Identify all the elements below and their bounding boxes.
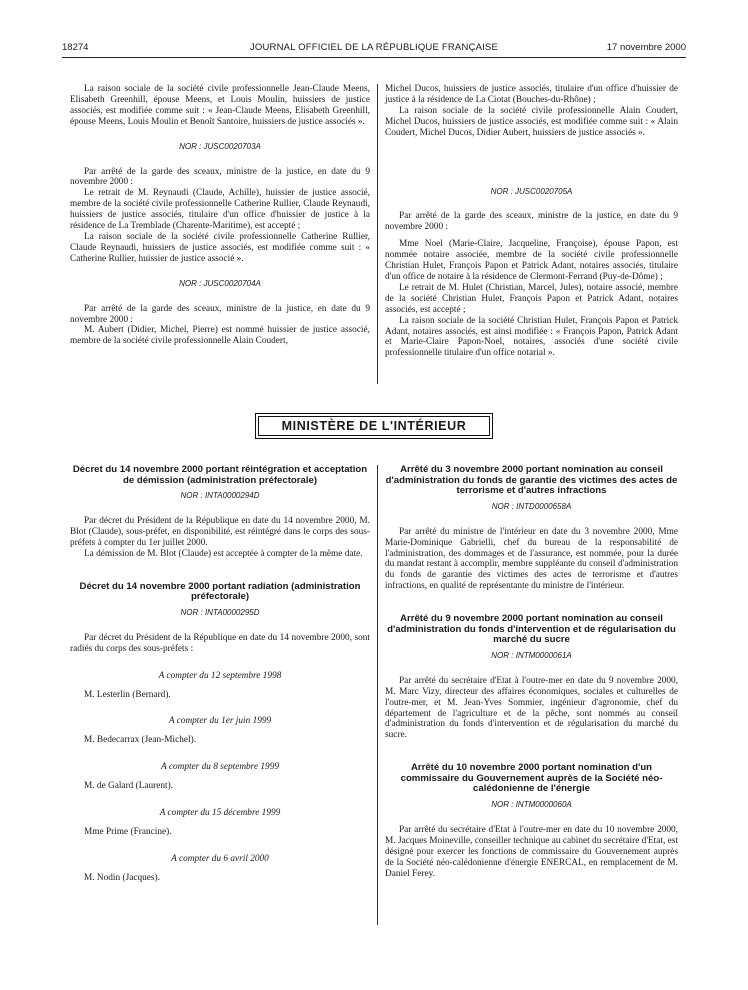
paragraph: Par arrêté du ministre de l'intérieur en date du 3 novembre 2000, Mme Marie-Dominique Gabrielli, chef du bureau de la responsabilité de l'administration, des dommages et de l'assurance, est nommée, pour la durée du mandat restant à accomplir, membre suppléante du conseil d'administration du fonds de garantie des victimes des actes de terrorisme et d'autres infractions, en qualité de représentante du ministre de l'intérieur. xyxy=(385,526,678,592)
page-number: 18274 xyxy=(62,42,89,53)
paragraph: La raison sociale de la société civile professionnelle Catherine Rullier, Claude Reynaudi, huissiers de justice associés, est modifiée comme suit : « Catherine Rullier, huissier de justice associé ». xyxy=(70,231,370,264)
journal-title: JOURNAL OFFICIEL DE LA RÉPUBLIQUE FRANÇAISE xyxy=(249,42,499,53)
paragraph: Mme Noel (Marie-Claire, Jacqueline, Françoise), épouse Papon, est nommée notaire associée, membre de la société civile professionnelle Christian Hulet, François Papon et Patrick Adant, notaires associés, titulaire d'un office de notaire à la résidence de Clermont-Ferrand (Puy-de-Dôme) ; xyxy=(385,239,678,282)
effective-date: A compter du 12 septembre 1998 xyxy=(158,670,282,681)
struck-off-name: M. Bedecarrax (Jean-Michel). xyxy=(84,735,197,746)
bottom-left-column xyxy=(70,465,370,884)
ministry-heading-box xyxy=(255,413,493,439)
nor-reference: NOR : INTM0000061A xyxy=(491,650,572,660)
effective-date: A compter du 8 septembre 1999 xyxy=(161,762,279,773)
effective-date: A compter du 1er juin 1999 xyxy=(168,716,272,727)
paragraph: Par arrêté de la garde des sceaux, ministre de la justice, en date du 9 novembre 2000 : xyxy=(70,303,370,325)
struck-off-name: M. Lesterlin (Bernard). xyxy=(84,689,171,700)
nor-reference: NOR : INTD0000658A xyxy=(491,501,572,511)
nor-reference: NOR : INTM0000060A xyxy=(491,800,572,810)
paragraph: La raison sociale de la société civile professionnelle Alain Coudert, Michel Ducos, huissiers de justice associés, est modifiée comme suit : « Alain Coudert, Michel Ducos, Didier Aubert, huissiers de justice associés ». xyxy=(385,105,678,138)
nor-reference: NOR : JUSC0020703A xyxy=(179,141,261,151)
ministry-heading: MINISTÈRE DE L'INTÉRIEUR xyxy=(258,416,490,436)
struck-off-name: Mme Prime (Francine). xyxy=(84,826,172,837)
paragraph: Par arrêté de la garde des sceaux, ministre de la justice, en date du 9 novembre 2000 : xyxy=(385,211,678,233)
section-title: Décret du 14 novembre 2000 portant radiation (administration préfectorale) xyxy=(79,580,361,603)
section-title: Arrêté du 9 novembre 2000 portant nomination au conseil d'administration du fonds d'intervention et de régularisation du marché du sucre xyxy=(387,613,676,646)
paragraph: Par arrêté du secrétaire d'Etat à l'outre-mer en date du 9 novembre 2000, M. Marc Vizy, directeur des affaires économiques, sociales et culturelles de l'outre-mer, et M. Jean-Yves Sommier, ingénieur d'agronomie, chef du département de l'agriculture et de la pêche, sont nommés au conseil d'administration du fonds d'intervention et de régularisation du marché du sucre. xyxy=(385,675,678,741)
publication-date: 17 novembre 2000 xyxy=(606,42,686,53)
top-right-column xyxy=(385,84,678,359)
column-divider-top xyxy=(377,84,378,384)
paragraph: Le retrait de M. Hulet (Christian, Marcel, Jules), notaire associé, membre de la société Christian Hulet, François Papon et Patrick Adant, notaires associés, est accepté ; xyxy=(385,282,678,315)
paragraph: M. Aubert (Didier, Michel, Pierre) est nommé huissier de justice associé, membre de la société civile professionnelle Alain Coudert, xyxy=(70,325,370,347)
struck-off-name: M. Nodin (Jacques). xyxy=(84,872,160,883)
nor-reference: NOR : JUSC0020705A xyxy=(490,186,573,196)
bottom-right-column xyxy=(385,465,678,879)
paragraph: Le retrait de M. Reynaudi (Claude, Achille), huissier de justice associé, membre de la société civile professionnelle Catherine Rullier, Claude Reynaudi, huissiers de justice associés, titulaire d'un office d'huissier de justice à la résidence de La Tremblade (Charente-Maritime), est accepté ; xyxy=(70,188,370,232)
page-header xyxy=(62,42,686,58)
nor-reference: NOR : JUSC0020704A xyxy=(179,278,261,288)
section-title: Arrêté du 10 novembre 2000 portant nomination d'un commissaire du Gouvernement auprès de la Société néo-calédonienne de l'énergie xyxy=(400,762,663,795)
paragraph: La démission de M. Blot (Claude) est acceptée à compter de la même date. xyxy=(84,548,363,559)
column-divider-bottom xyxy=(377,465,378,925)
paragraph: Par arrêté du secrétaire d'Etat à l'outre-mer en date du 10 novembre 2000, M. Jacques Moineville, conseiller technique au cabinet du secrétaire d'Etat, est désigné pour exercer les fonctions de commissaire du Gouvernement auprès de la Société néo-calédonienne d'énergie ENERCAL, en remplacement de M. Daniel Ferey. xyxy=(385,824,678,879)
struck-off-name: M. de Galard (Laurent). xyxy=(84,781,174,792)
effective-date: A compter du 15 décembre 1999 xyxy=(159,808,281,819)
nor-reference: NOR : INTA0000295D xyxy=(180,607,260,617)
paragraph: Par décret du Président de la République en date du 14 novembre 2000, sont radiés du corps des sous-préfets : xyxy=(70,632,370,654)
nor-reference: NOR : INTA0000294D xyxy=(180,491,260,501)
section-title: Décret du 14 novembre 2000 portant réintégration et acceptation de démission (administration préfectorale) xyxy=(72,464,368,486)
section-title: Arrêté du 3 novembre 2000 portant nomination au conseil d'administration du fonds de garantie des victimes des actes de terrorisme et d'autres infractions xyxy=(385,464,678,497)
paragraph: Par décret du Président de la République en date du 14 novembre 2000, M. Blot (Claude), sous-préfet, en disponibilité, est réintégré dans le corps des sous-préfets à compter du 1er juillet 2000. xyxy=(70,516,370,548)
paragraph-continued: Michel Ducos, huissiers de justice associés, titulaire d'un office d'huissier de justice à la résidence de La Ciotat (Bouches-du-Rhône) ; xyxy=(385,84,678,105)
paragraph: Par arrêté de la garde des sceaux, ministre de la justice, en date du 9 novembre 2000 : xyxy=(70,166,370,188)
paragraph: La raison sociale de la société Christian Hulet, François Papon et Patrick Adant, notaires associés, est ainsi modifiée : « François Papon, Patrick Adant et Marie-Claire Papon-Noel, notaires, associés d'une société civile professionnelle titulaire d'un office notarial ». xyxy=(385,315,678,359)
effective-date: A compter du 6 avril 2000 xyxy=(171,853,269,864)
top-left-column xyxy=(70,84,370,347)
paragraph: La raison sociale de la société civile professionnelle Jean-Claude Meens, Elisabeth Greenhill, épouse Meens, et Louis Moulin, huissiers de justice associés, est modifiée comme suit : « Jean-Claude Meens, Elisabeth Greenhill, épouse Meens, Louis Moulin et Benoît Santoire, huissiers de justice associés ». xyxy=(70,84,370,127)
